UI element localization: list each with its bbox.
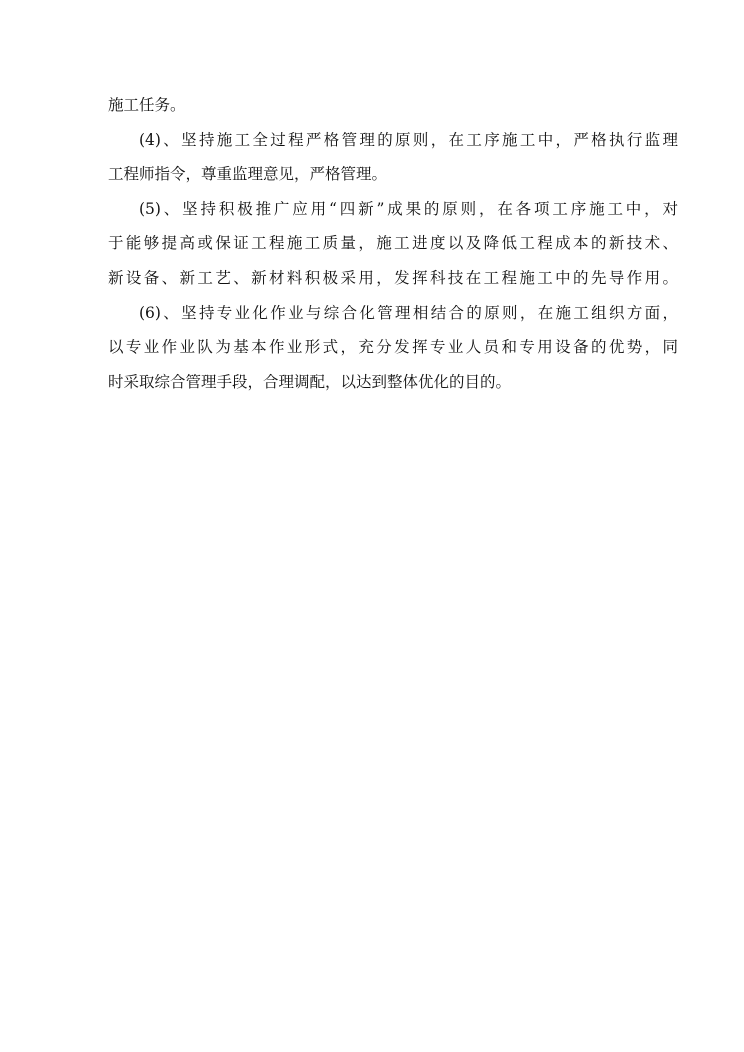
paragraph-5-line-2: 于能够提高或保证工程施工质量，施工进度以及降低工程成本的新技术、 xyxy=(108,234,678,253)
paragraph-4-line-2: 工程师指令，尊重监理意见，严格管理。 xyxy=(108,165,388,184)
paragraph-intro-tail-line-1: 施工任务。 xyxy=(108,96,186,114)
document-body xyxy=(108,88,678,399)
paragraph-6-line-1: (6)、坚持专业化作业与综合化管理相结合的原则，在施工组织方面， xyxy=(139,303,678,322)
paragraph-4-line-1: (4)、坚持施工全过程严格管理的原则，在工序施工中，严格执行监理 xyxy=(139,130,678,149)
paragraph-6-line-3: 时采取综合管理手段，合理调配，以达到整体优化的目的。 xyxy=(108,372,512,391)
paragraph-5-line-1: (5)、坚持积极推广应用“四新”成果的原则，在各项工序施工中，对 xyxy=(139,199,678,218)
paragraph-5-line-3: 新设备、新工艺、新材料积极采用，发挥科技在工程施工中的先导作用。 xyxy=(108,268,678,287)
paragraph-6-line-2: 以专业作业队为基本作业形式，充分发挥专业人员和专用设备的优势，同 xyxy=(108,338,678,357)
